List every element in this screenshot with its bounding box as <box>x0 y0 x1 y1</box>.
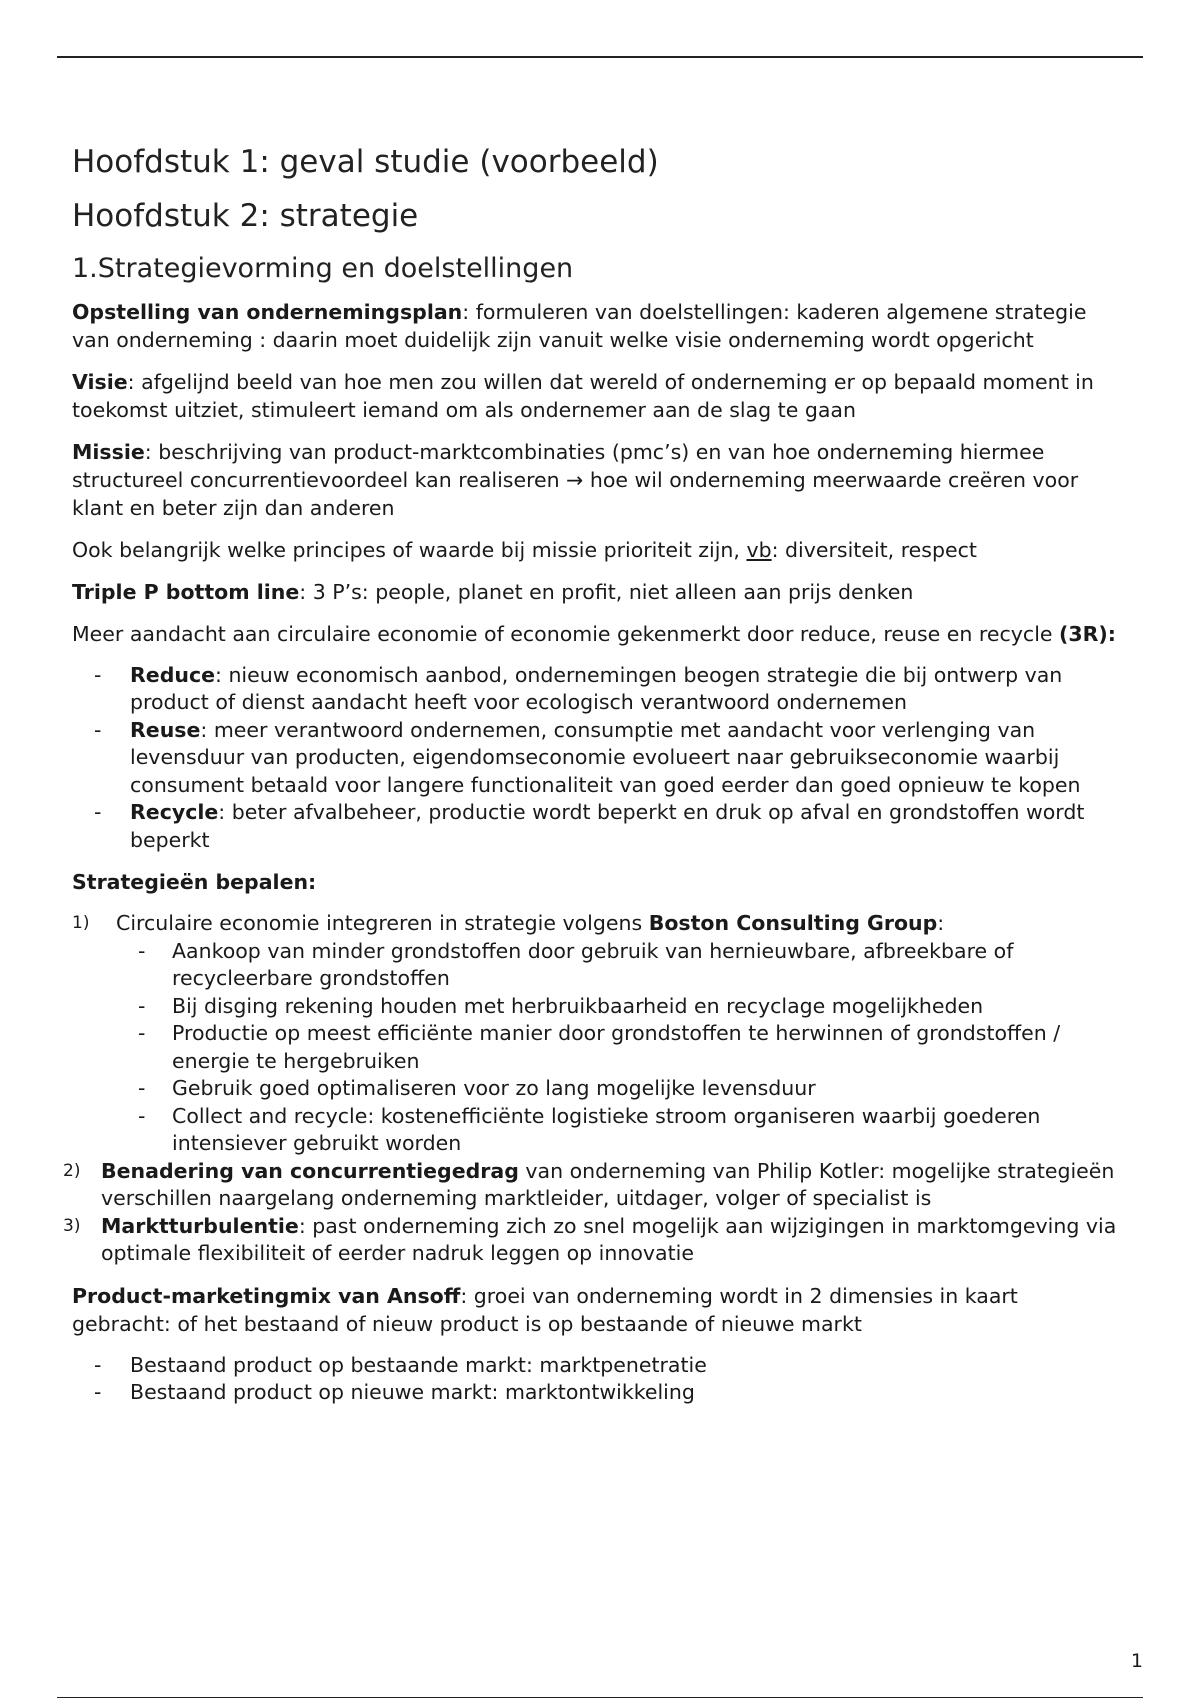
paragraph-principes <box>72 536 1122 564</box>
list-item <box>72 662 1122 717</box>
text-triple-p: : 3 P’s: people, planet en profit, niet alleen aan prijs denken <box>299 579 914 604</box>
page-number: 1 <box>1130 1650 1143 1672</box>
document-body <box>63 142 1122 1421</box>
text-item2: van onderneming van Philip Kotler: mogelijke strategieën verschillen naargelang onderneming marktleider, uitdager, volger of specialist is <box>101 1158 1115 1211</box>
text-principes-after: : diversiteit, respect <box>771 537 977 562</box>
list-item <box>72 717 1122 800</box>
header-rule <box>57 56 1143 58</box>
list-item: - Gebruik goed optimaliseren voor zo lang mogelijke levensduur <box>116 1075 1122 1103</box>
list-item: - Bij disging rekening houden met herbruikbaarheid en recyclage mogelijkheden <box>116 993 1122 1021</box>
abbr-vb: vb <box>746 537 772 562</box>
paragraph-ansoff <box>72 1282 1122 1338</box>
text-recycle: : beter afvalbeheer, productie wordt beperkt en druk op afval en grondstoffen wordt beperkt <box>130 800 1085 852</box>
bcg-sublist <box>116 938 1122 1158</box>
term-reduce: Reduce <box>130 662 216 687</box>
paragraph-triple-p <box>72 578 1122 606</box>
item-number: 1) <box>72 913 90 934</box>
paragraph-ondernemingsplan <box>72 298 1122 354</box>
text-item1-after: : <box>937 911 945 936</box>
list-item <box>72 799 1122 854</box>
term-recycle: Recycle <box>130 800 219 825</box>
text-ansoff: : groei van onderneming wordt in 2 dimensies in kaart gebracht: of het bestaand of nieuw product is op bestaande of nieuwe markt <box>72 1283 1018 1336</box>
text-item1: Circulaire economie integreren in strategie volgens <box>116 911 649 936</box>
list-item: - Bestaand product op nieuwe markt: marktontwikkeling <box>72 1379 1122 1407</box>
text-reuse: : meer verantwoord ondernemen, consumptie met aandacht voor verlenging van levensduur van producten, eigendomseconomie evolueert naar gebruikseconomie waarbij consument betaald voor langere functionaliteit van goed eerder dan goed opnieuw te kopen <box>130 717 1081 797</box>
strategies-heading-text: Strategieën bepalen: <box>72 870 317 895</box>
text-visie: : afgelijnd beeld van hoe men zou willen dat wereld of onderneming er op bepaald moment in toekomst uitziet, stimuleert iemand om als ondernemer aan de slag te gaan <box>72 369 1094 422</box>
text-ondernemingsplan: : formuleren van doelstellingen: kaderen algemene strategie van onderneming : daarin moet duidelijk zijn vanuit welke visie onderneming wordt opgericht <box>72 299 1087 352</box>
term-visie: Visie <box>72 369 128 394</box>
term-missie: Missie <box>72 439 145 464</box>
term-marktturbulentie: Marktturbulentie <box>101 1213 299 1238</box>
term-3r: (3R): <box>1059 621 1117 646</box>
item-number: 2) <box>63 1160 81 1181</box>
text-missie: : beschrijving van product-marktcombinaties (pmc’s) en van hoe onderneming hiermee structureel concurrentievoordeel kan realiseren → hoe wil onderneming meerwaarde creëren voor klant en beter zijn dan anderen <box>72 439 1079 520</box>
list-item <box>63 1158 1122 1213</box>
term-ansoff: Product-marketingmix van Ansoff <box>72 1283 461 1308</box>
term-triple-p: Triple P bottom line <box>72 579 300 604</box>
footer-rule <box>57 1697 1143 1698</box>
list-item: - Bestaand product op bestaande markt: marktpenetratie <box>72 1352 1122 1380</box>
chapter-1-heading: Hoofdstuk 1: geval studie (voorbeeld) <box>72 144 659 180</box>
paragraph-visie <box>72 368 1122 424</box>
chapter-2-heading: Hoofdstuk 2: strategie <box>72 198 419 235</box>
r-list <box>72 662 1122 855</box>
term-bcg: Boston Consulting Group <box>648 911 938 936</box>
paragraph-missie <box>72 438 1122 522</box>
strategies-heading <box>72 868 1122 896</box>
text-principes: Ook belangrijk welke principes of waarde bij missie prioriteit zijn, <box>72 537 747 562</box>
strategies-list <box>63 910 1122 1268</box>
term-ondernemingsplan: Opstelling van ondernemingsplan <box>72 299 463 324</box>
list-item: - Aankoop van minder grondstoffen door gebruik van hernieuwbare, afbreekbare of recycleerbare grondstoffen <box>116 938 1122 993</box>
ansoff-list <box>72 1352 1122 1407</box>
list-item: - Productie op meest efficiënte manier door grondstoffen te herwinnen of grondstoffen / energie te hergebruiken <box>116 1020 1122 1075</box>
term-reuse: Reuse <box>130 717 201 742</box>
text-circulaire: Meer aandacht aan circulaire economie of economie gekenmerkt door reduce, reuse en recycle <box>72 621 1060 646</box>
item-number: 3) <box>63 1215 81 1236</box>
list-item: - Collect and recycle: kostenefficiënte logistieke stroom organiseren waarbij goederen intensiever gebruikt worden <box>116 1103 1122 1158</box>
list-item <box>63 1213 1122 1268</box>
section-heading: 1.Strategievorming en doelstellingen <box>72 252 574 284</box>
term-concurrentiegedrag: Benadering van concurrentiegedrag <box>101 1158 519 1183</box>
text-reduce: : nieuw economisch aanbod, ondernemingen beogen strategie die bij ontwerp van product of dienst aandacht heeft voor ecologisch verantwoord ondernemen <box>130 662 1063 715</box>
paragraph-circulaire <box>72 620 1122 648</box>
text-item3: : past onderneming zich zo snel mogelijk aan wijzigingen in marktomgeving via optimale flexibiliteit of eerder nadruk leggen op innovatie <box>101 1213 1117 1266</box>
list-item <box>72 910 1122 1158</box>
